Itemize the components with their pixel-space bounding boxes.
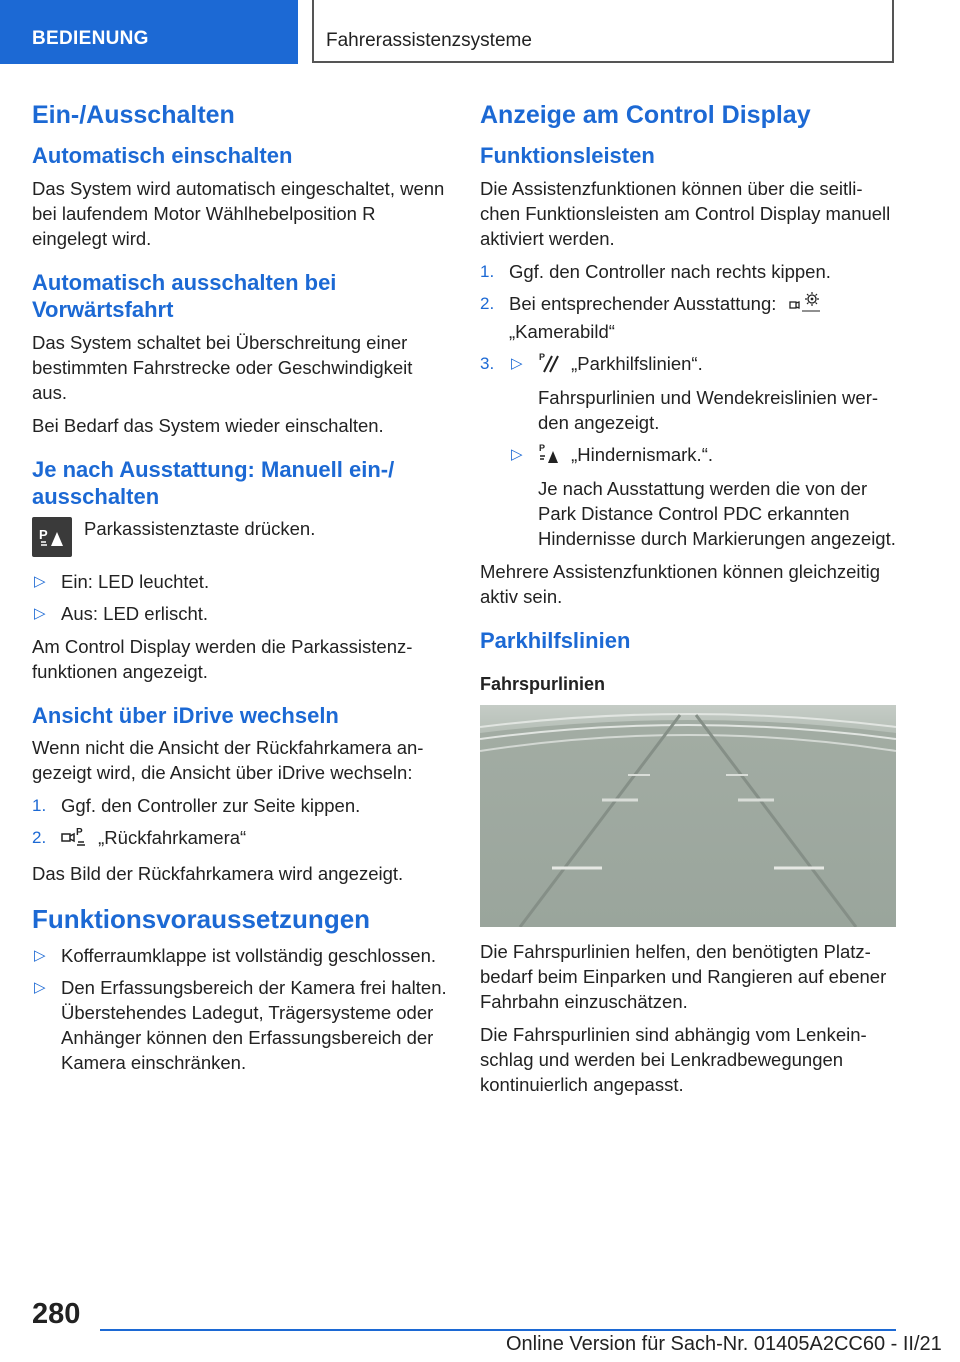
left-column: [32, 100, 450, 1083]
funktionsleisten-steps: [480, 259, 896, 551]
heading-anzeige-control-display: Anzeige am Control Display: [480, 101, 811, 129]
list-item: [32, 825, 450, 853]
heading-manuell-ein-aus: Je nach Ausstattung: Manuell ein-/ ausschalten: [32, 456, 395, 509]
paragraph-automatisch-ausschalten: Das System schaltet bei Überschreitung einer bestimmten Fahrstrecke oder Geschwindigkeit aus.: [32, 331, 413, 403]
header-section-tab: [0, 0, 298, 64]
sublist-item: [509, 442, 896, 551]
camera-gear-icon: [788, 291, 822, 319]
sublist-item-desc: Fahrspurlinien und Wendekreislinien werden angezeigt.: [538, 386, 879, 433]
sublist-item-desc: Je nach Ausstattung werden die von der Park Distance Control PDC erkannten Hindernisse durch Markierungen angezeigt.: [538, 477, 896, 549]
step-number: 3.: [480, 353, 495, 373]
footer-divider: [100, 1329, 896, 1331]
paragraph-control-display: Am Control Display werden die Parkassistenzfunktionen angezeigt.: [32, 635, 413, 682]
list-item: [480, 351, 896, 551]
led-status-list: [32, 569, 450, 626]
heading-fahrspurlinien: Fahrspurlinien: [480, 674, 606, 695]
svg-text:P: P: [76, 827, 83, 839]
paragraph-funktionsleisten: Die Assistenzfunktionen können über die seitlichen Funktionsleisten am Control Display manuell aktiviert werden.: [480, 177, 891, 249]
header-section-label: BEDIENUNG: [32, 28, 149, 49]
list-item-text: Den Erfassungsbereich der Kamera frei halten. Überstehendes Ladegut, Trägersysteme oder Anhänger können den Erfassungsbereich der Kamera einschränken.: [61, 977, 447, 1074]
list-item-text: Ggf. den Controller zur Seite kippen.: [61, 795, 361, 816]
parking-button-text: Parkassistenztaste drücken.: [84, 517, 316, 539]
list-item: [32, 975, 450, 1075]
page-number: 280: [32, 1298, 81, 1330]
paragraph-fahrspur-1: Die Fahrspurlinien helfen, den benötigten Platzbedarf beim Einparken und Rangieren auf ebener Fahrbahn einzuschätzen.: [480, 941, 887, 1013]
list-item: [32, 601, 450, 626]
rear-camera-lane-image: [480, 705, 896, 927]
header-chapter-box: [312, 0, 894, 63]
heading-ansicht-idrive: Ansicht über iDrive wechseln: [32, 702, 339, 728]
voraussetzungen-list: [32, 943, 450, 1075]
heading-automatisch-ausschalten: Automatisch ausschalten bei Vorwärtsfahrt: [32, 269, 337, 322]
list-item-text: Ggf. den Controller nach rechts kippen.: [509, 260, 831, 282]
sublist: [509, 351, 896, 551]
paragraph-fahrspur-2: Die Fahrspurlinien sind abhängig vom Lenkeinschlag und werden bei Lenkradbewegungen kontinuierlich angepasst.: [480, 1024, 867, 1096]
list-item: [480, 291, 896, 344]
paragraph-automatisch-einschalten: Das System wird automatisch eingeschaltet, wenn bei laufendem Motor Wählhebelposition R eingelegt wird.: [32, 177, 445, 249]
svg-text:P: P: [39, 526, 48, 542]
svg-text:P: P: [539, 442, 546, 453]
ansicht-steps-list: [32, 793, 450, 853]
sublist-item: [509, 351, 896, 435]
parking-assist-button-icon: [32, 517, 72, 557]
list-item-text: Ein: LED leuchtet.: [61, 570, 210, 592]
list-item: [32, 793, 450, 818]
step-number: 2.: [32, 828, 47, 847]
step-number: 1.: [32, 796, 47, 815]
parking-lines-icon: [538, 351, 560, 379]
paragraph-wieder-einschalten: Bei Bedarf das System wieder einschalten.: [32, 414, 384, 436]
obstacle-marking-icon: [538, 442, 560, 470]
svg-text:P: P: [539, 351, 546, 362]
rear-camera-icon: [61, 825, 87, 853]
list-item-text: Bei entsprechender Ausstattung:: [509, 292, 777, 314]
triangle-right-icon: ▷: [34, 979, 46, 997]
triangle-right-icon: ▷: [34, 572, 46, 590]
paragraph-ansicht-idrive: Wenn nicht die Ansicht der Rückfahrkamera angezeigt wird, die Ansicht über iDrive wechseln:: [32, 737, 424, 783]
list-item-text-secondary: „Kamerabild“: [509, 320, 615, 342]
triangle-right-icon: ▷: [34, 604, 46, 622]
parking-button-row: [32, 517, 450, 557]
heading-funktionsleisten: Funktionsleisten: [480, 143, 655, 168]
heading-automatisch-einschalten: Automatisch einschalten: [32, 143, 293, 168]
paragraph-bild-angezeigt: Das Bild der Rückfahrkamera wird angezeigt.: [32, 863, 404, 885]
paragraph-mehrere-funktionen: Mehrere Assistenzfunktionen können gleichzeitig aktiv sein.: [480, 560, 881, 607]
triangle-right-icon: ▷: [511, 354, 523, 372]
list-item-text: „Rückfahrkamera“: [98, 827, 247, 848]
right-column: [480, 100, 896, 1105]
list-item-text: Kofferraumklappe ist vollständig geschlossen.: [61, 945, 437, 967]
step-number: 1.: [480, 261, 495, 281]
list-item: [32, 569, 450, 594]
list-item-text: Aus: LED erlischt.: [61, 602, 209, 624]
header-chapter-label: Fahrerassistenzsysteme: [326, 30, 532, 51]
triangle-right-icon: ▷: [511, 445, 523, 463]
heading-ein-ausschalten: Ein-/Ausschalten: [32, 101, 235, 129]
list-item: [32, 943, 450, 968]
heading-funktionsvoraussetzungen: Funktionsvoraussetzungen: [32, 904, 371, 935]
step-number: 2.: [480, 293, 495, 313]
heading-parkhilfslinien: Parkhilfslinien: [480, 627, 631, 653]
sublist-item-label: „Parkhilfslinien“.: [571, 352, 703, 374]
footer-online-version: Online Version für Sach-Nr. 01405A2CC60 - II/21: [506, 1333, 942, 1355]
sublist-item-label: „Hindernismark.“.: [571, 443, 713, 465]
list-item: [480, 259, 896, 284]
triangle-right-icon: ▷: [34, 947, 46, 965]
